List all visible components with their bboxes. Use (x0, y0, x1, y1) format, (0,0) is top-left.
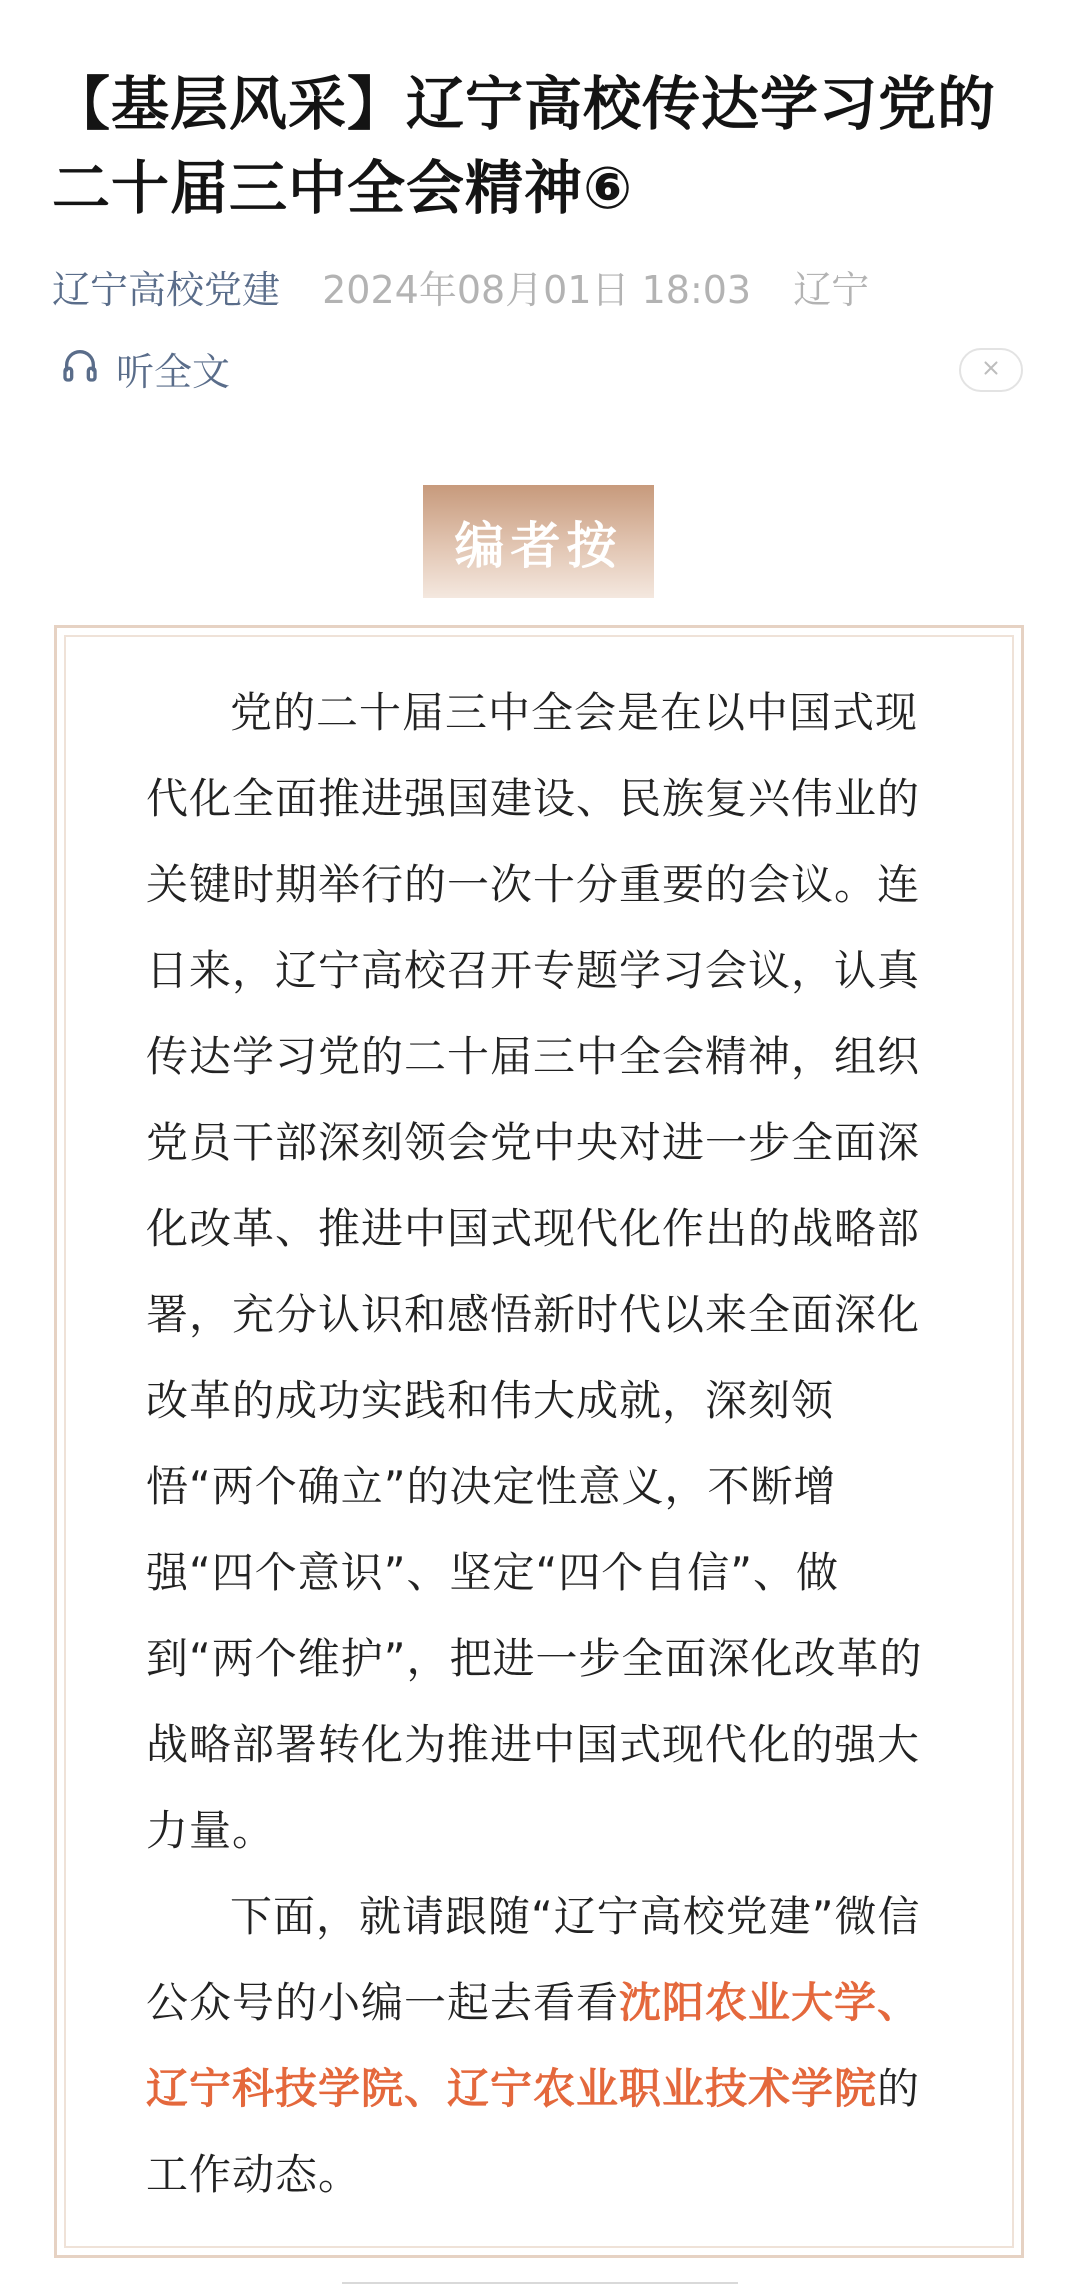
publish-location: 辽宁 (793, 268, 870, 312)
publish-datetime: 2024年08月01日 18:03 (322, 268, 752, 312)
account-name-link[interactable]: 辽宁高校党建 (52, 268, 281, 312)
paragraph-text: 下面，就请跟随“辽宁高校党建”微信公众号的小编一起去看看 (146, 1892, 921, 2027)
listen-full-text-button[interactable] (60, 344, 230, 400)
article-meta (52, 262, 869, 318)
close-icon (980, 357, 1002, 383)
highlighted-school-names: 沈阳农业大学、辽宁科技学院、辽宁农业职业技术学院 (146, 1978, 921, 2113)
divider (342, 2282, 738, 2284)
close-listen-button[interactable] (959, 348, 1023, 392)
editor-note-label: 编者按 (423, 485, 654, 598)
editor-note-text (146, 670, 934, 2218)
editor-note-paragraph (146, 1874, 934, 2218)
article-title: 【基层风采】辽宁高校传达学习党的二十届三中全会精神⑥ (52, 70, 997, 222)
editor-note-paragraph: 党的二十届三中全会是在以中国式现代化全面推进强国建设、民族复兴伟业的关键时期举行的一次十分重要的会议。连日来，辽宁高校召开专题学习会议，认真传达学习党的二十届三中全会精神，组织党员干部深刻领会党中央对进一步全面深化改革、推进中国式现代化作出的战略部署，充分认识和感悟新时代以来全面深化改革的成功实践和伟大成就，深刻领悟“两个确立”的决定性意义，不断增强“四个意识”、坚定“四个自信”、做到“两个维护”，把进一步全面深化改革的战略部署转化为推进中国式现代化的强大力量。 (146, 688, 923, 1855)
listen-label: 听全文 (116, 350, 231, 394)
headphones-icon (60, 344, 116, 400)
paragraph-text: 的工作动态。 (146, 2064, 921, 2199)
